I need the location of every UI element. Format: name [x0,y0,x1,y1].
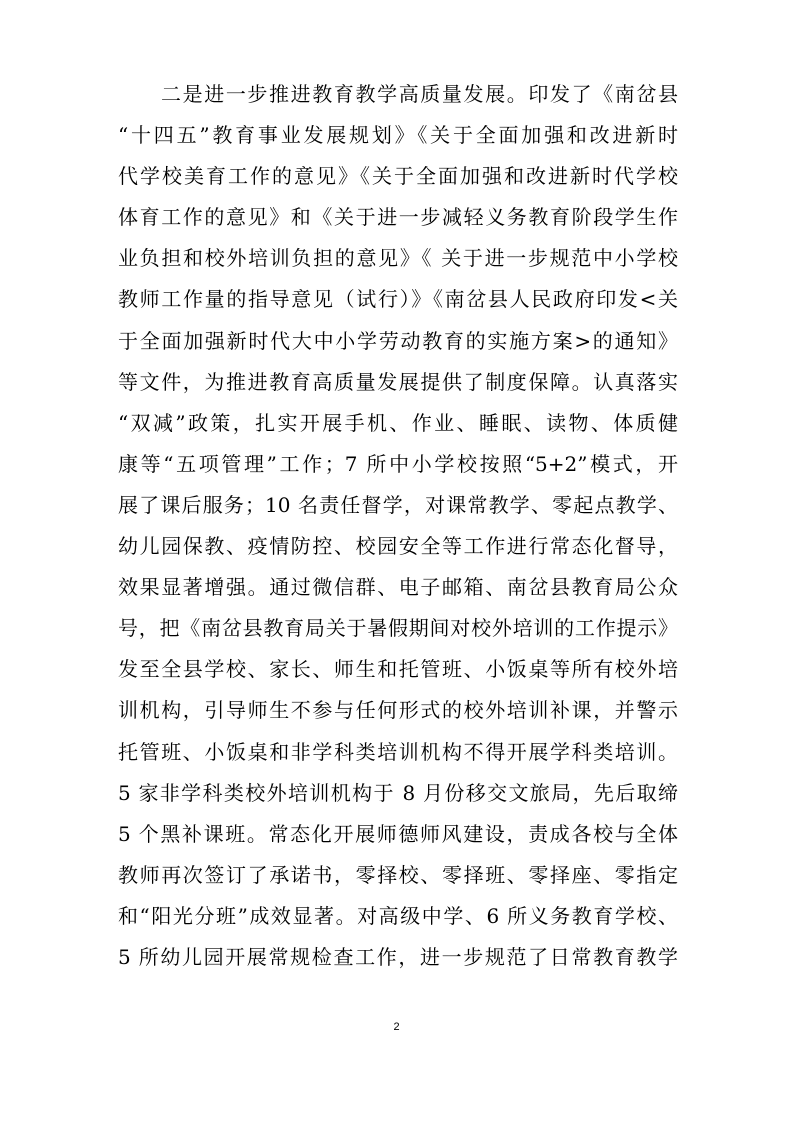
text-line: “十四五”教育事业发展规划》《关于全面加强和改进新时 [118,123,678,148]
text-line: 教师工作量的指导意见（试行）》《南岔县人民政府印发<关 [118,287,678,312]
text-line: 展了课后服务；10 名责任督学，对课常教学、零起点教学、 [118,492,678,517]
text-line: 效果显著增强。通过微信群、电子邮箱、南岔县教育局公众 [118,575,678,600]
text-line: 二是进一步推进教育教学高质量发展。印发了《南岔县 [161,82,678,106]
text-line: 托管班、小饭桌和非学科类培训机构不得开展学科类培训。 [118,739,678,764]
text-line: 5 家非学科类校外培训机构于 8 月份移交文旅局，先后取缔 [118,780,678,805]
text-line: “双减”政策，扎实开展手机、作业、睡眠、读物、体质健 [118,410,678,435]
text-line: 幼儿园保教、疫情防控、校园安全等工作进行常态化督导， [118,534,678,559]
text-line: 业负担和校外培训负担的意见》《 关于进一步规范中小学校 [118,246,678,271]
text-line: 发至全县学校、家长、师生和托管班、小饭桌等所有校外培 [118,657,678,682]
text-line: 训机构，引导师生不参与任何形式的校外培训补课，并警示 [118,698,678,723]
text-line: 于全面加强新时代大中小学劳动教育的实施方案>的通知》 [118,328,678,353]
text-line: 和“阳光分班”成效显著。对高级中学、6 所义务教育学校、 [118,903,678,928]
text-line: 等文件，为推进教育高质量发展提供了制度保障。认真落实 [118,369,678,394]
text-line: 康等“五项管理”工作；7 所中小学校按照“5+2”模式，开 [118,451,678,476]
text-line: 教师再次签订了承诺书，零择校、零择班、零择座、零指定 [118,862,678,887]
text-line: 代学校美育工作的意见》《关于全面加强和改进新时代学校 [118,164,678,189]
page-number: 2 [393,1021,400,1033]
text-line: 5 所幼儿园开展常规检查工作，进一步规范了日常教育教学 [118,944,678,969]
body-paragraph [118,74,678,978]
text-line: 体育工作的意见》和《关于进一步减轻义务教育阶段学生作 [118,205,678,230]
text-line: 5 个黑补课班。常态化开展师德师风建设，责成各校与全体 [118,821,678,846]
text-line: 号，把《南岔县教育局关于暑假期间对校外培训的工作提示》 [118,616,678,641]
